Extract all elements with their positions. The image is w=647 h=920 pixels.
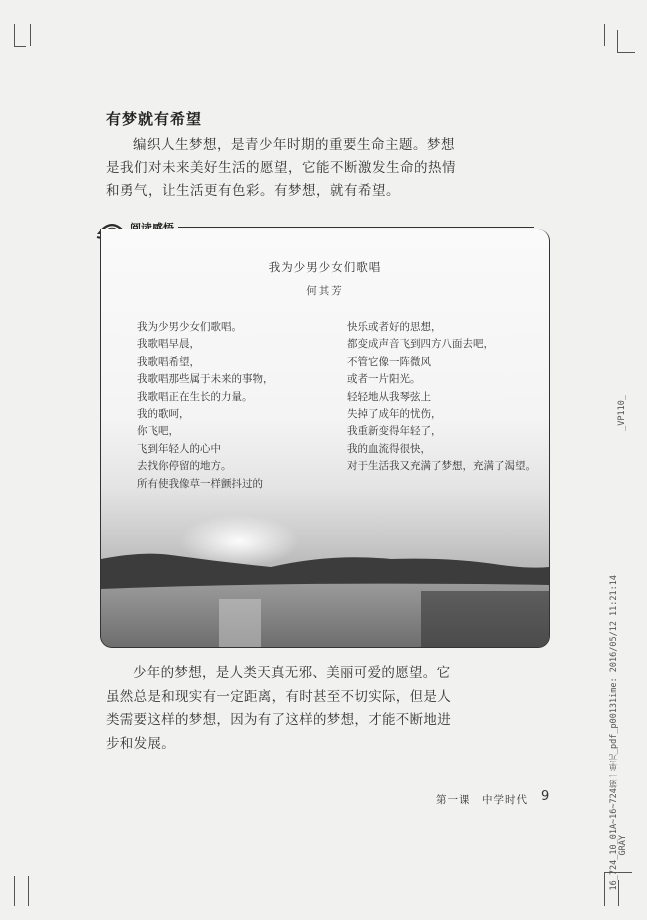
intro-paragraph bbox=[106, 134, 456, 203]
poem-column-left bbox=[137, 319, 274, 493]
poem-line: 不管它像一阵微风 bbox=[347, 355, 431, 368]
print-file-info: 16_724_10_01A~16~724第一单元_pdf_p00131ime: 2016/05/12 11:21:14 bbox=[609, 575, 619, 891]
crop-mark-top-right bbox=[604, 24, 605, 46]
section-title: 有梦就有希望 bbox=[106, 110, 203, 128]
poem-line: 所有使我像草一样颤抖过的 bbox=[137, 477, 263, 490]
crop-mark-top-left-h bbox=[14, 46, 26, 47]
poem-title: 我为少男少女们歌唱 bbox=[268, 260, 382, 274]
crop-mark-top-left-2 bbox=[30, 24, 31, 46]
page-number: 9 bbox=[541, 789, 550, 804]
poem-line: 我歌唱那些属于未来的事物， bbox=[137, 373, 274, 386]
poem-line: 去找你停留的地方。 bbox=[137, 460, 232, 473]
poem-line: 我重新变得年轻了， bbox=[347, 425, 442, 438]
poem-line: 快乐或者好的思想， bbox=[347, 321, 442, 333]
poem-line: 轻轻地从我琴弦上 bbox=[347, 390, 431, 403]
poem-line: 飞到年轻人的心中 bbox=[137, 442, 221, 455]
poem-line: 对于生活我又充满了梦想，充满了渴望。 bbox=[347, 460, 536, 473]
crop-mark-bottom-right bbox=[604, 872, 605, 906]
poem-line: 我歌唱正在生长的力量。 bbox=[137, 390, 253, 403]
crop-mark-top-right-2 bbox=[617, 30, 618, 52]
crop-mark-top-left bbox=[14, 24, 15, 46]
body-text: 少年的梦想，是人类天真无邪、美丽可爱的愿望。它虽然总是和现实有一定距离，有时甚至不切实际，但是人类需要这样的梦想，因为有了这样的梦想，才能不断地进步和发展。 bbox=[106, 665, 451, 752]
poem-line: 我歌唱希望， bbox=[137, 355, 200, 368]
poem-line: 都变成声音飞到四方八面去吧， bbox=[347, 338, 494, 351]
poem-line: 你飞吧， bbox=[137, 425, 179, 438]
intro-text: 编织人生梦想，是青少年时期的重要生命主题。梦想是我们对未来美好生活的愿望，它能不断激发生命的热情和勇气，让生活更有色彩。有梦想，就有希望。 bbox=[106, 137, 456, 199]
print-gray-mark: GRAY bbox=[618, 835, 628, 856]
poem-line: 或者一片阳光。 bbox=[347, 373, 421, 386]
footer-lesson: 第一课 中学时代 bbox=[436, 794, 528, 806]
poem-author: 何其芳 bbox=[306, 285, 344, 297]
poem-line: 失掉了成年的忧伤， bbox=[347, 407, 442, 420]
crop-mark-top-right-h bbox=[617, 52, 635, 53]
print-code: _VP110_ bbox=[617, 395, 627, 431]
crop-mark-bottom-left-2 bbox=[28, 876, 29, 906]
poem-column-right bbox=[347, 319, 536, 476]
poem-line: 我为少男少女们歌唱。 bbox=[137, 321, 242, 333]
poem-line: 我歌唱早晨， bbox=[137, 338, 200, 351]
poem-box bbox=[100, 229, 550, 648]
poem-line: 我的歌呵， bbox=[137, 407, 190, 420]
crop-mark-bottom-left bbox=[14, 876, 15, 906]
poem-line: 我的血流得很快， bbox=[347, 442, 431, 455]
reading-header-rule bbox=[178, 227, 534, 228]
body-paragraph bbox=[106, 662, 461, 756]
